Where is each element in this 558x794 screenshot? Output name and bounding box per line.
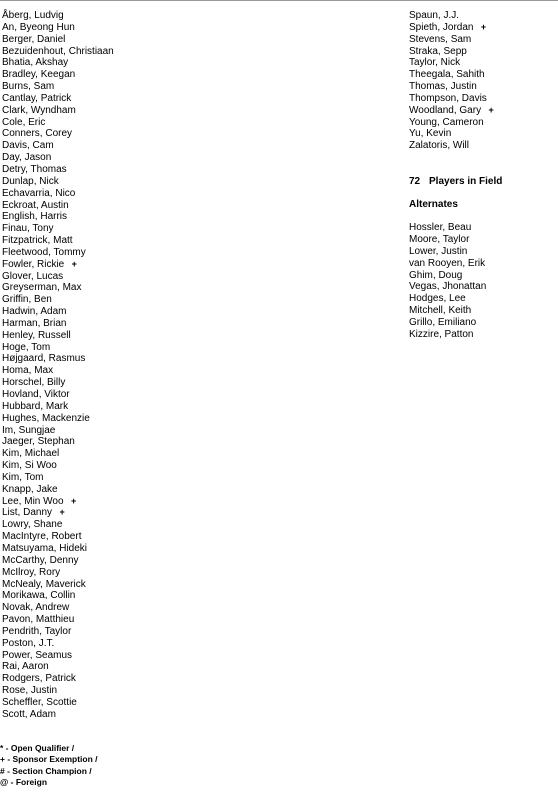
player-entry — [2, 128, 114, 140]
player-entry — [2, 34, 114, 46]
sponsor-exemption-mark: + — [71, 258, 77, 269]
player-name: Conners, Corey — [2, 128, 73, 140]
player-entry — [2, 626, 114, 638]
player-list-right-names — [409, 10, 502, 152]
alternate-entry: Lower, Justin — [409, 245, 468, 257]
player-name: Scott, Adam — [2, 708, 56, 720]
player-name: Woodland, Gary — [409, 104, 482, 116]
player-name: Hoge, Tom — [2, 341, 51, 353]
player-name: Finau, Tony — [2, 223, 54, 235]
player-entry — [2, 709, 114, 721]
player-name: Scheffler, Scottie — [2, 696, 77, 708]
player-name: English, Harris — [2, 211, 68, 223]
player-entry — [2, 247, 114, 259]
player-list-left — [2, 10, 114, 721]
player-entry — [2, 484, 114, 496]
player-entry — [2, 602, 114, 614]
player-name: Theegala, Sahith — [409, 69, 485, 81]
player-name: Cole, Eric — [2, 116, 46, 128]
player-entry — [2, 294, 114, 306]
player-entry — [2, 306, 114, 318]
player-name: Hughes, Mackenzie — [2, 412, 90, 424]
player-name: Fleetwood, Tommy — [2, 246, 86, 258]
player-name: Hovland, Viktor — [2, 389, 70, 400]
player-name: McNealy, Maverick — [2, 578, 86, 590]
player-entry — [2, 579, 114, 591]
player-name: Power, Seamus — [2, 649, 73, 661]
player-entry — [2, 590, 114, 602]
alternate-entry: Vegas, Jhonattan — [409, 281, 487, 293]
player-name: Harman, Brian — [2, 317, 67, 329]
player-name: Poston, J.T. — [2, 637, 55, 649]
player-name: Bradley, Keegan — [2, 69, 76, 81]
legend-foreign: @ - Foreign — [0, 776, 48, 787]
legend-section-champion: # - Section Champion / — [0, 765, 92, 776]
player-entry — [2, 519, 114, 531]
alternates-heading: Alternates — [409, 199, 458, 211]
player-name: Greyserman, Max — [2, 282, 82, 294]
player-entry — [409, 105, 502, 117]
player-name: Rai, Aaron — [2, 661, 49, 673]
player-entry — [2, 401, 114, 413]
player-name: Fowler, Rickie — [2, 258, 65, 270]
player-entry — [2, 330, 114, 342]
player-entry — [2, 436, 114, 448]
player-name: Fitzpatrick, Matt — [2, 235, 73, 247]
player-name: Hadwin, Adam — [2, 306, 67, 318]
player-entry — [2, 259, 114, 271]
player-name: Åberg, Ludvig — [2, 10, 64, 21]
player-name: Pendrith, Taylor — [2, 625, 72, 637]
player-name: An, Byeong Hun — [2, 21, 75, 33]
player-name: Rose, Justin — [2, 685, 58, 697]
player-name: Jaeger, Stephan — [2, 436, 75, 448]
player-entry — [2, 365, 114, 377]
player-entry — [409, 34, 502, 46]
player-name: Young, Cameron — [409, 116, 484, 128]
player-entry — [2, 614, 114, 626]
field-count: 72 — [409, 176, 421, 188]
player-name: Griffin, Ben — [2, 294, 52, 306]
player-name: Hubbard, Mark — [2, 400, 69, 412]
sponsor-exemption-mark: + — [488, 104, 494, 115]
player-entry — [2, 211, 114, 223]
player-entry — [2, 93, 114, 105]
player-name: Zalatoris, Will — [409, 140, 470, 152]
legend-open-qualifier: * - Open Qualifier / — [0, 743, 75, 753]
player-name: Kim, Tom — [2, 471, 44, 483]
player-entry — [2, 638, 114, 650]
player-entry — [2, 152, 114, 164]
player-entry — [2, 342, 114, 354]
alternate-entry: Hodges, Lee — [409, 293, 466, 305]
player-name: Thomas, Justin — [409, 81, 477, 93]
alternates-list — [409, 222, 502, 340]
player-entry — [2, 10, 114, 22]
field-count-label: Players in Field — [429, 176, 503, 188]
player-name: Horschel, Billy — [2, 377, 66, 389]
player-name: Clark, Wyndham — [2, 104, 76, 116]
field-count-line — [409, 176, 502, 188]
player-list-right — [409, 10, 502, 341]
player-entry — [2, 188, 114, 200]
player-entry — [2, 531, 114, 543]
player-entry — [2, 425, 114, 437]
player-entry — [409, 81, 502, 93]
player-entry — [2, 661, 114, 673]
player-entry — [2, 235, 114, 247]
player-entry — [409, 117, 502, 129]
player-name: Dunlap, Nick — [2, 175, 59, 187]
player-entry — [2, 105, 114, 117]
alternate-entry: van Rooyen, Erik — [409, 257, 486, 269]
player-name: Morikawa, Collin — [2, 590, 76, 602]
player-name: Spaun, J.J. — [409, 10, 460, 21]
player-entry — [409, 46, 502, 58]
player-name: MacIntyre, Robert — [2, 531, 82, 543]
player-entry — [409, 22, 502, 34]
player-entry — [2, 543, 114, 555]
player-entry — [409, 140, 502, 152]
alternate-entry: Hossler, Beau — [409, 222, 472, 234]
player-name: Berger, Daniel — [2, 33, 66, 45]
player-name: Im, Sungjae — [2, 424, 56, 436]
player-entry — [2, 164, 114, 176]
player-entry — [409, 69, 502, 81]
player-name: Davis, Cam — [2, 140, 54, 152]
alternate-entry: Mitchell, Keith — [409, 305, 472, 317]
alternate-entry: Kizzire, Patton — [409, 328, 474, 340]
player-name: Burns, Sam — [2, 81, 55, 93]
player-name: Lowry, Shane — [2, 519, 63, 531]
player-entry — [2, 555, 114, 567]
player-name: Kim, Michael — [2, 448, 60, 460]
player-name: Rodgers, Patrick — [2, 673, 76, 685]
player-name: Pavon, Matthieu — [2, 614, 75, 626]
player-name: Thompson, Davis — [409, 92, 487, 104]
sponsor-exemption-mark: + — [59, 507, 65, 518]
player-entry — [2, 377, 114, 389]
player-entry — [2, 673, 114, 685]
player-entry — [2, 57, 114, 69]
player-name: Eckroat, Austin — [2, 199, 69, 211]
player-entry — [409, 93, 502, 105]
player-name: McIlroy, Rory — [2, 566, 61, 578]
sponsor-exemption-mark: + — [70, 495, 77, 506]
player-entry — [2, 22, 114, 34]
player-name: Bezuidenhout, Christiaan — [2, 45, 114, 57]
player-entry — [2, 413, 114, 425]
player-name: Højgaard, Rasmus — [2, 353, 86, 365]
player-name: Taylor, Nick — [409, 57, 461, 69]
player-entry — [409, 10, 502, 22]
section-gap — [409, 188, 502, 199]
player-name: Stevens, Sam — [409, 33, 472, 45]
section-gap — [409, 152, 502, 176]
player-name: Spieth, Jordan — [409, 21, 474, 33]
player-entry — [2, 140, 114, 152]
alternate-entry: Ghim, Doug — [409, 269, 463, 281]
player-entry — [2, 318, 114, 330]
player-name: Kim, Si Woo — [2, 460, 57, 472]
player-entry — [2, 460, 114, 472]
player-entry — [2, 69, 114, 81]
player-name: Detry, Thomas — [2, 163, 67, 175]
player-entry — [2, 81, 114, 93]
player-entry — [2, 685, 114, 697]
player-name: Bhatia, Akshay — [2, 57, 69, 69]
player-name: Lee, Min Woo — [2, 495, 64, 507]
player-name: Glover, Lucas — [2, 270, 64, 282]
alternate-entry: Grillo, Emiliano — [409, 316, 477, 328]
player-entry — [2, 448, 114, 460]
player-entry — [2, 176, 114, 188]
player-name: List, Danny — [2, 507, 53, 519]
player-name: Novak, Andrew — [2, 602, 70, 614]
player-entry — [2, 223, 114, 235]
player-name: Matsuyama, Hideki — [2, 542, 88, 554]
player-name: Homa, Max — [2, 365, 54, 377]
top-rule — [0, 0, 558, 1]
player-entry — [409, 128, 502, 140]
player-entry — [2, 567, 114, 579]
legend — [0, 743, 98, 788]
player-entry — [2, 697, 114, 709]
player-name: McCarthy, Denny — [2, 554, 79, 566]
player-entry — [2, 353, 114, 365]
player-entry — [2, 117, 114, 129]
player-entry — [2, 472, 114, 484]
player-entry — [2, 200, 114, 212]
player-entry — [2, 507, 114, 519]
legend-sponsor-exemption: + - Sponsor Exemption / — [0, 754, 98, 765]
player-entry — [2, 389, 114, 401]
player-name: Cantlay, Patrick — [2, 92, 72, 104]
player-entry — [409, 57, 502, 69]
player-entry — [2, 282, 114, 294]
player-name: Yu, Kevin — [409, 128, 452, 140]
player-name: Day, Jason — [2, 152, 52, 164]
alternate-entry: Moore, Taylor — [409, 233, 470, 245]
player-name: Straka, Sepp — [409, 45, 467, 57]
player-name: Knapp, Jake — [2, 483, 58, 495]
player-entry — [2, 46, 114, 58]
player-name: Henley, Russell — [2, 329, 71, 341]
section-gap — [409, 211, 502, 222]
player-entry — [2, 650, 114, 662]
sponsor-exemption-mark: + — [480, 21, 487, 32]
player-entry — [2, 271, 114, 283]
player-name: Echavarria, Nico — [2, 187, 76, 199]
player-entry — [2, 496, 114, 508]
